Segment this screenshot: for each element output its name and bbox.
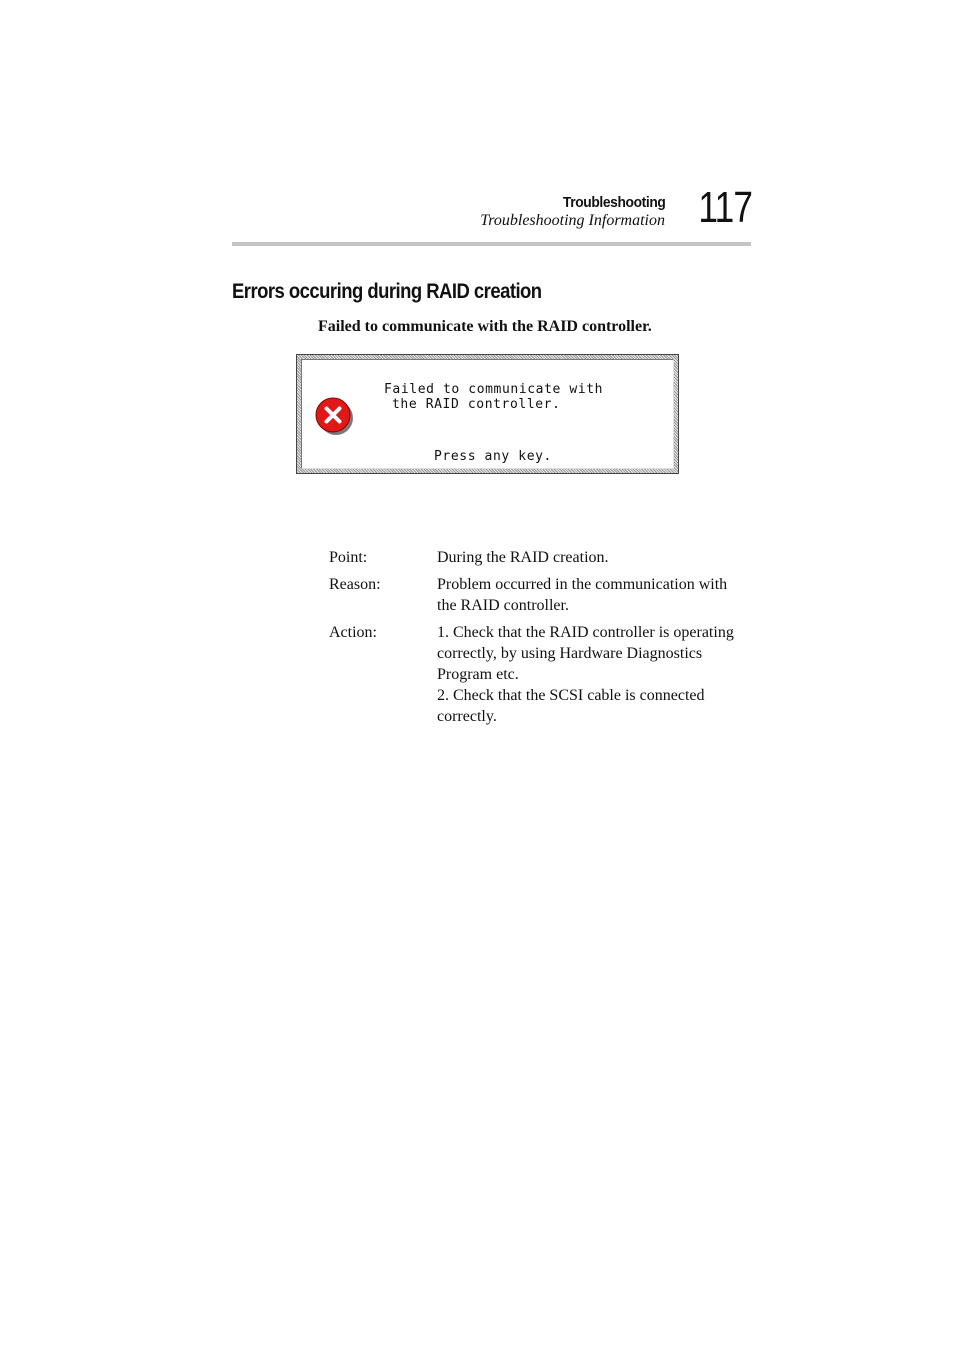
dialog-caption: Failed to communicate with the RAID controller. — [318, 318, 652, 335]
reason-label: Reason: — [329, 576, 381, 593]
error-dialog — [296, 354, 679, 474]
reason-value-line: Problem occurred in the communication with — [437, 576, 728, 593]
reason-value-line: the RAID controller. — [437, 597, 569, 614]
action-label: Action: — [329, 624, 377, 641]
section-heading: Errors occuring during RAID creation — [232, 280, 542, 303]
point-label: Point: — [329, 549, 368, 566]
action-value — [437, 622, 757, 727]
dialog-press-any-key: Press any key. — [434, 449, 552, 464]
dialog-message-line-2: the RAID controller. — [392, 397, 561, 412]
action-value-line: 1. Check that the RAID controller is operating — [437, 624, 734, 641]
dialog-message-line-1: Failed to communicate with — [384, 382, 604, 397]
point-value — [437, 547, 757, 568]
action-value-line: correctly. — [437, 708, 497, 725]
error-dialog-body — [301, 359, 674, 469]
header-section-title: Troubleshooting Information — [480, 212, 665, 229]
page-number: 117 — [698, 183, 752, 232]
header-chapter-title: Troubleshooting — [562, 194, 665, 211]
action-value-line: 2. Check that the SCSI cable is connected — [437, 687, 705, 704]
action-value-line: correctly, by using Hardware Diagnostics — [437, 645, 703, 662]
header-divider — [232, 242, 751, 246]
point-value-line: During the RAID creation. — [437, 549, 609, 566]
error-x-icon — [314, 396, 356, 438]
reason-value — [437, 574, 757, 616]
action-value-line: Program etc. — [437, 666, 519, 683]
